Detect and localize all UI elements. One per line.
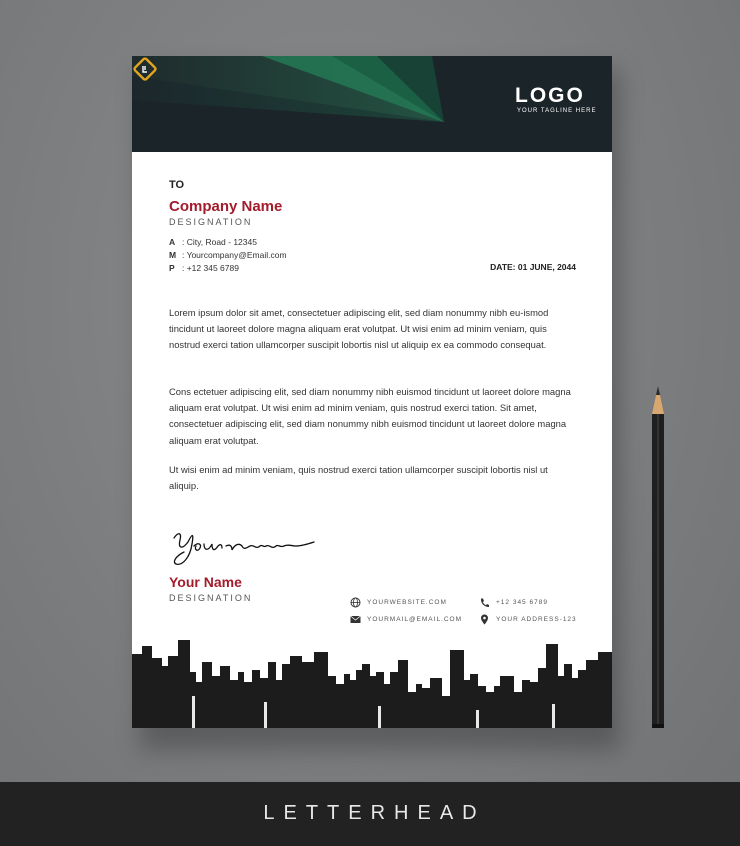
letterhead-header (132, 56, 612, 152)
footer-email (367, 616, 462, 623)
body-paragraph-3: Ut wisi enim ad minim veniam, quis nostrud exerci tation ullamcorper suscipit lobortis nisl ut aliquip. (169, 464, 548, 492)
sender-name: Your Name (169, 574, 242, 590)
contact-phone-value: : +12 345 6789 (182, 263, 239, 273)
phone-icon (479, 597, 490, 608)
logo-diamond-icon (132, 56, 158, 82)
letter-date: DATE: 01 JUNE, 2044 (490, 262, 576, 272)
contact-mail (169, 250, 287, 260)
contact-phone-key: P (169, 263, 175, 273)
contact-mail-value: : Yourcompany@Email.com (182, 250, 287, 260)
contact-phone (169, 263, 239, 273)
city-skyline-decoration (132, 636, 612, 728)
caption-title: LETTERHEAD (263, 802, 486, 824)
to-label: TO (169, 179, 185, 191)
company-name: Company Name (169, 198, 283, 215)
body-paragraph-2: Cons ectetuer adipiscing elit, sed diam nonummy nibh euismod tincidunt ut laoreet dolore magna aliquam erat volutpat. Ut wisi enim ad minim veniam, quis nostrud exerci tation. Sit amet, consectetuer adipiscing elit, sed diam nonummy nibh euismod tincidunt ut laoreet dolore magna aliquam erat volutpat. (169, 386, 571, 446)
contact-address-key: A (169, 237, 176, 247)
pencil-decoration (650, 386, 666, 732)
contact-mail-key: M (169, 250, 177, 260)
contact-address-value: : City, Road - 12345 (182, 237, 257, 247)
body-paragraph-1: Lorem ipsum dolor sit amet, consectetuer adipiscing elit, sed diam nonummy nibh eu-ismod tincidunt ut laoreet dolore magna aliquam erat volutpat. Ut wisi enim ad minim veniam, quis nostrud exerci tation ullamcorper suscipit lobortis nisl ut aliquip ex ea commodo consequat. (169, 307, 549, 351)
globe-icon (350, 597, 361, 608)
footer-address-text: YOUR ADDRESS-123 (496, 616, 577, 623)
footer-website (367, 599, 447, 606)
recipient-designation: DESIGNATION (169, 217, 253, 227)
handwritten-signature (168, 524, 318, 572)
letterhead-paper (132, 56, 612, 728)
footer-phone (496, 599, 548, 606)
contact-address (169, 237, 257, 247)
logo-text: LOGO (515, 84, 585, 107)
footer-phone-text: +12 345 6789 (496, 599, 548, 606)
logo-tagline: YOUR TAGLINE HERE (517, 108, 597, 114)
mail-icon (350, 614, 361, 625)
footer-email-text: YOURMAIL@EMAIL.COM (367, 616, 463, 623)
location-pin-icon (479, 614, 490, 625)
sender-designation: DESIGNATION (169, 593, 253, 603)
footer-website-text: YOURWEBSITE.COM (367, 599, 447, 606)
footer-address (496, 616, 577, 623)
caption-bar (0, 782, 740, 846)
